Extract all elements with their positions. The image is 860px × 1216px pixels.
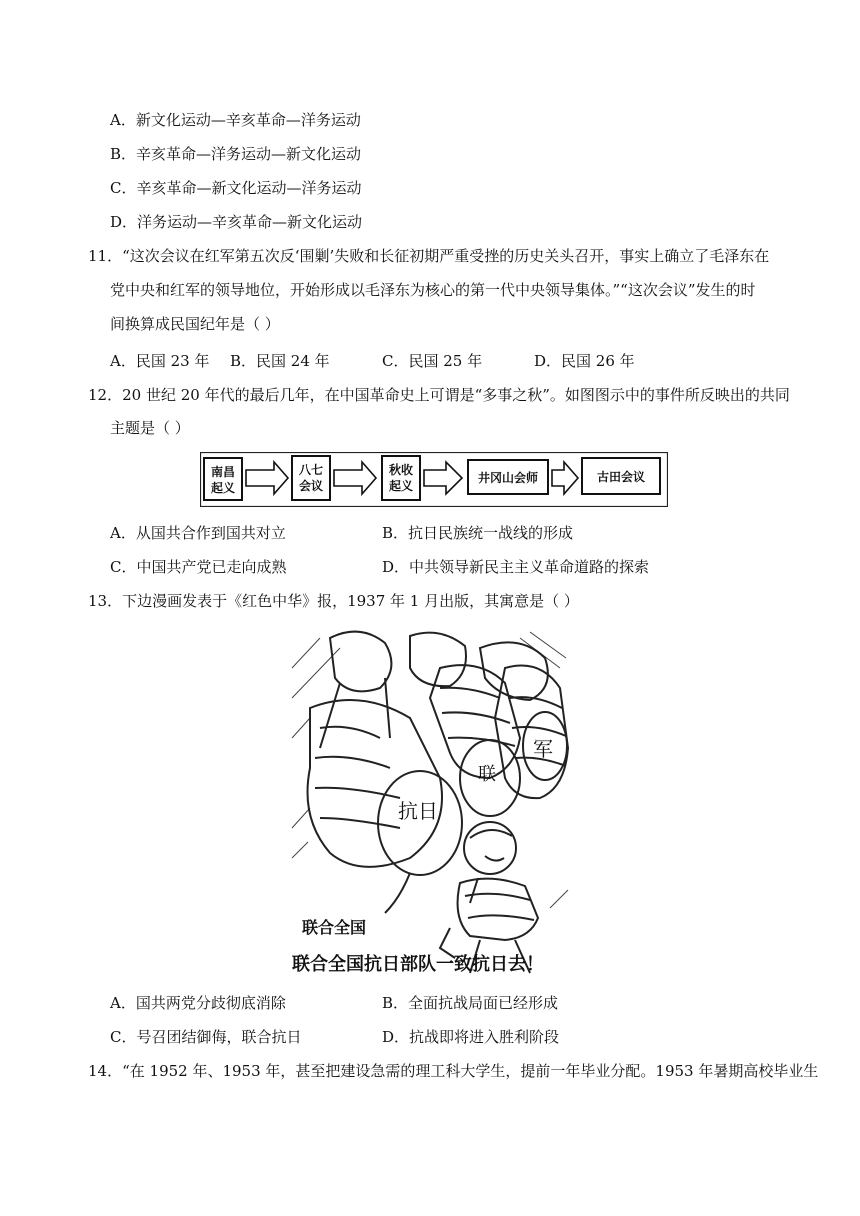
- flow-label-baqi-1: 八七: [298, 463, 324, 477]
- cartoon-label-lian: 联: [478, 764, 496, 785]
- cartoon-caption-small: 联合全国: [302, 918, 367, 937]
- cartoon-label-kangri: 抗日: [398, 799, 438, 823]
- q13-option-c: C．号召团结御侮，联合抗日: [110, 1028, 302, 1046]
- q11-option-a: A．民国 23 年: [110, 352, 210, 370]
- event-flow-diagram: [200, 452, 668, 507]
- q11-stem-line-3: 间换算成民国纪年是（ ）: [110, 315, 280, 333]
- q11-option-d: D．民国 26 年: [534, 352, 635, 370]
- q11-option-b: B．民国 24 年: [230, 352, 330, 370]
- cartoon-caption: 联合全国抗日部队一致抗日去！: [292, 954, 544, 975]
- q10-option-b: B．辛亥革命—洋务运动—新文化运动: [110, 145, 362, 163]
- q12-option-c: C．中国共产党已走向成熟: [110, 558, 287, 576]
- flow-label-jinggangshan: 井冈山会师: [477, 471, 539, 485]
- propaganda-cartoon: [290, 628, 570, 980]
- q13-option-a: A．国共两党分歧彻底消除: [110, 994, 286, 1012]
- flow-label-qiushou-1: 秋收: [388, 463, 414, 477]
- q11-option-c: C．民国 25 年: [382, 352, 483, 370]
- q11-stem-line-2: 党中央和红军的领导地位，开始形成以毛泽东为核心的第一代中央领导集体。”“这次会议”发生的时: [110, 281, 756, 299]
- q12-option-a: A．从国共合作到国共对立: [110, 524, 286, 542]
- q13-option-d: D．抗战即将进入胜利阶段: [382, 1028, 560, 1046]
- q13-stem: 13．下边漫画发表于《红色中华》报，1937 年 1 月出版，其寓意是（ ）: [88, 592, 579, 610]
- flow-label-baqi-2: 会议: [298, 479, 324, 493]
- q13-option-b: B．全面抗战局面已经形成: [382, 994, 559, 1012]
- cartoon-label-jun: 军: [533, 737, 553, 761]
- flow-label-qiushou-2: 起义: [388, 479, 414, 493]
- flow-label-gutian: 古田会议: [596, 470, 646, 484]
- q12-option-b: B．抗日民族统一战线的形成: [382, 524, 574, 542]
- q12-stem-line-1: 12．20 世纪 20 年代的最后几年，在中国革命史上可谓是“多事之秋”。如图图示中的事件所反映出的共同: [88, 386, 790, 404]
- q12-option-d: D．中共领导新民主主义革命道路的探索: [382, 558, 650, 576]
- flow-label-nanchang-2: 起义: [210, 481, 236, 495]
- q14-stem: 14．“在 1952 年、1953 年，甚至把建设急需的理工科大学生，提前一年毕业分配。1953 年暑期高校毕业生: [88, 1062, 819, 1080]
- flow-label-nanchang-1: 南昌: [210, 465, 236, 479]
- q10-option-c: C．辛亥革命—新文化运动—洋务运动: [110, 179, 362, 197]
- q10-option-d: D．洋务运动—辛亥革命—新文化运动: [110, 213, 363, 231]
- q10-option-a: A．新文化运动—辛亥革命—洋务运动: [110, 111, 361, 129]
- q11-stem-line-1: 11．“这次会议在红军第五次反‘围剿’失败和长征初期严重受挫的历史关头召开，事实上确立了毛泽东在: [88, 247, 770, 265]
- q12-stem-line-2: 主题是（ ）: [110, 419, 190, 437]
